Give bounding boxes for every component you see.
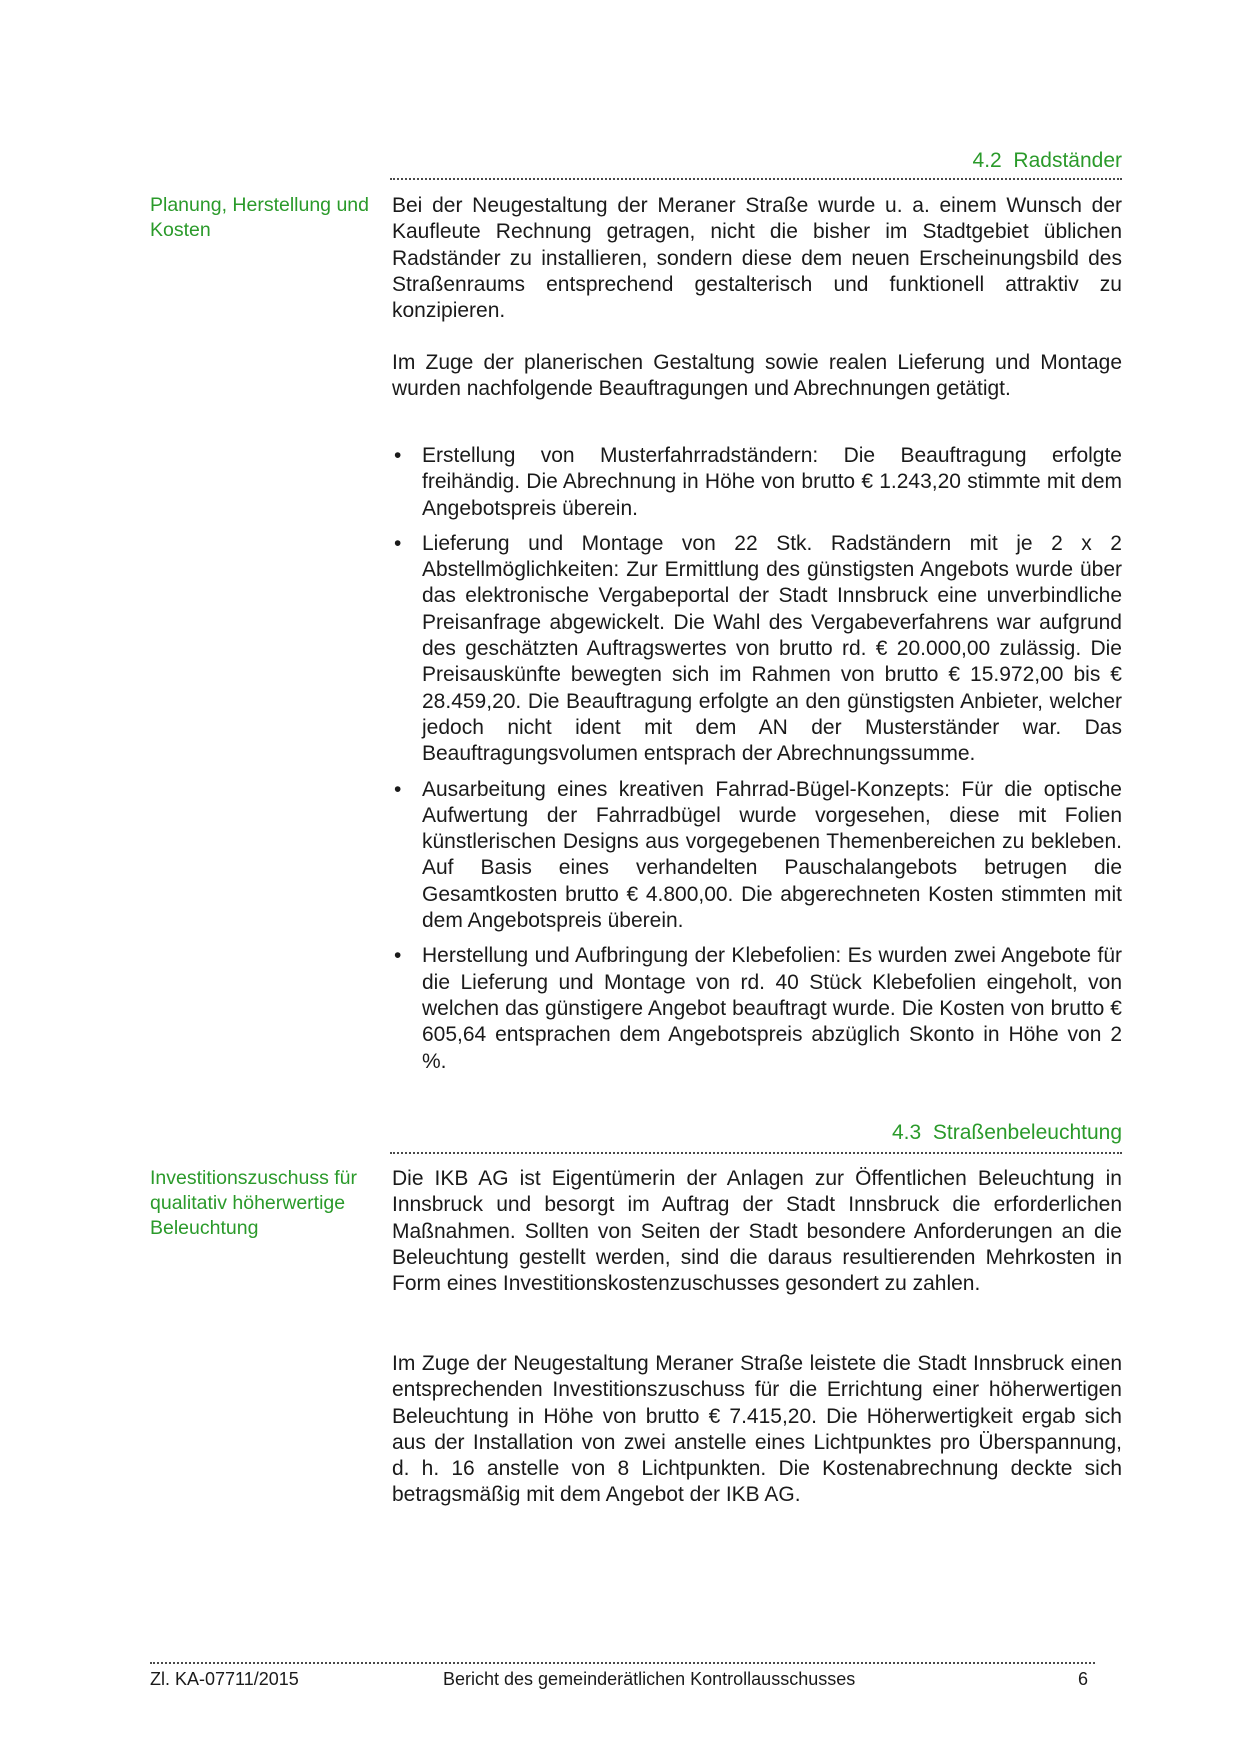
list-item-text: Herstellung und Aufbringung der Klebefolien: Es wurden zwei Angebote für die Lieferung und Montage von rd. 40 Stück Klebefolien eingeholt, von welchen das günstigere Angebot beauftragt wurde. Die Kosten von brutto € 605,64 entsprachen dem Angebotspreis abzüglich Skonto in Höhe von 2 %. [422, 944, 1122, 1073]
footer-divider [150, 1662, 1095, 1664]
section-number: 4.2 [972, 149, 1002, 172]
section-title: Radständer [1013, 149, 1122, 172]
side-label-investitionszuschuss: Investitionszuschuss für qualitativ höherwertige Beleuchtung [150, 1167, 358, 1239]
section-divider [390, 1152, 1122, 1154]
list-item-text: Ausarbeitung eines kreativen Fahrrad-Bügel-Konzepts: Für die optische Aufwertung der Fahrradbügel wurde vorgesehen, diese mit Folien künstlerischen Designs aus vorgegebenen Themenbereichen zu bekleben. Auf Basis eines verhandelten Pauschalangebots betrugen die Gesamtkosten brutto € 4.800,00. Die abgerechneten Kosten stimmten mit dem Angebotspreis überein. [422, 777, 1122, 933]
bullet-icon: • [394, 944, 402, 968]
paragraph: Im Zuge der planerischen Gestaltung sowie realen Lieferung und Montage wurden nachfolgende Beauftragungen und Abrechnungen getätigt. [392, 351, 1122, 401]
side-label-planung: Planung, Herstellung und Kosten [150, 194, 369, 241]
bullet-icon: • [394, 777, 402, 801]
section-heading-4-2 [390, 148, 1122, 174]
list-item [392, 777, 1122, 935]
footer-report-title: Bericht des gemeinderätlichen Kontrollausschusses [443, 1669, 856, 1689]
section-heading-4-3 [390, 1120, 1122, 1146]
section-body-4-2-intro [392, 350, 1122, 403]
page-number: 6 [1078, 1669, 1089, 1689]
section-title: Straßenbeleuchtung [932, 1121, 1122, 1144]
section-body-4-2 [392, 193, 1122, 324]
section-body-4-3 [392, 1166, 1122, 1297]
list-item-text: Erstellung von Musterfahrradständern: Die Beauftragung erfolgte freihändig. Die Abrechnung in Höhe von brutto € 1.243,20 stimmte mit dem Angebotspreis überein. [422, 444, 1122, 520]
footer-reference: Zl. KA-07711/2015 [150, 1669, 299, 1689]
paragraph: Die IKB AG ist Eigentümerin der Anlagen zur Öffentlichen Beleuchtung in Innsbruck und besorgt im Auftrag der Stadt Innsbruck die erforderlichen Maßnahmen. Sollten von Seiten der Stadt besondere Anforderungen an die Beleuchtung gestellt werden, sind die daraus resultierenden Mehrkosten in Form eines Investitionskostenzuschusses gesondert zu zahlen. [392, 1167, 1122, 1296]
bullet-list [392, 443, 1122, 1084]
list-item [392, 943, 1122, 1074]
section-number: 4.3 [891, 1121, 922, 1144]
section-divider [390, 178, 1122, 180]
section-body-4-3-second [392, 1351, 1122, 1509]
list-item [392, 443, 1122, 522]
list-item [392, 531, 1122, 768]
paragraph: Bei der Neugestaltung der Meraner Straße wurde u. a. einem Wunsch der Kaufleute Rechnung getragen, nicht die bisher im Stadtgebiet üblichen Radständer zu installieren, sondern diese dem neuen Erscheinungsbild des Straßenraums entsprechend gestalterisch und funktionell attraktiv zu konzipieren. [392, 194, 1122, 323]
bullet-icon: • [394, 531, 402, 555]
list-item-text: Lieferung und Montage von 22 Stk. Radständern mit je 2 x 2 Abstellmöglichkeiten: Zur Ermittlung des günstigsten Angebots wurde über das elektronische Vergabeportal der Stadt Innsbruck eine unverbindliche Preisanfrage abgewickelt. Die Wahl des Vergabeverfahrens war aufgrund des geschätzten Auftragswertes von brutto rd. € 20.000,00 zulässig. Die Preisauskünfte bewegten sich im Rahmen von brutto € 15.972,00 bis € 28.459,20. Die Beauftragung erfolgte an den günstigsten Anbieter, welcher jedoch nicht ident mit dem AN der Musterständer war. Das Beauftragungsvolumen entsprach der Abrechnungssumme. [422, 531, 1122, 766]
paragraph: Im Zuge der Neugestaltung Meraner Straße leistete die Stadt Innsbruck einen entsprechenden Investitionszuschuss für die Errichtung einer höherwertigen Beleuchtung in Höhe von brutto € 7.415,20. Die Höherwertigkeit ergab sich aus der Installation von zwei anstelle eines Lichtpunktes pro Überspannung, d. h. 16 anstelle von 8 Lichtpunkten. Die Kostenabrechnung deckte sich betragsmäßig mit dem Angebot der IKB AG. [392, 1352, 1122, 1507]
bullet-icon: • [394, 444, 402, 467]
